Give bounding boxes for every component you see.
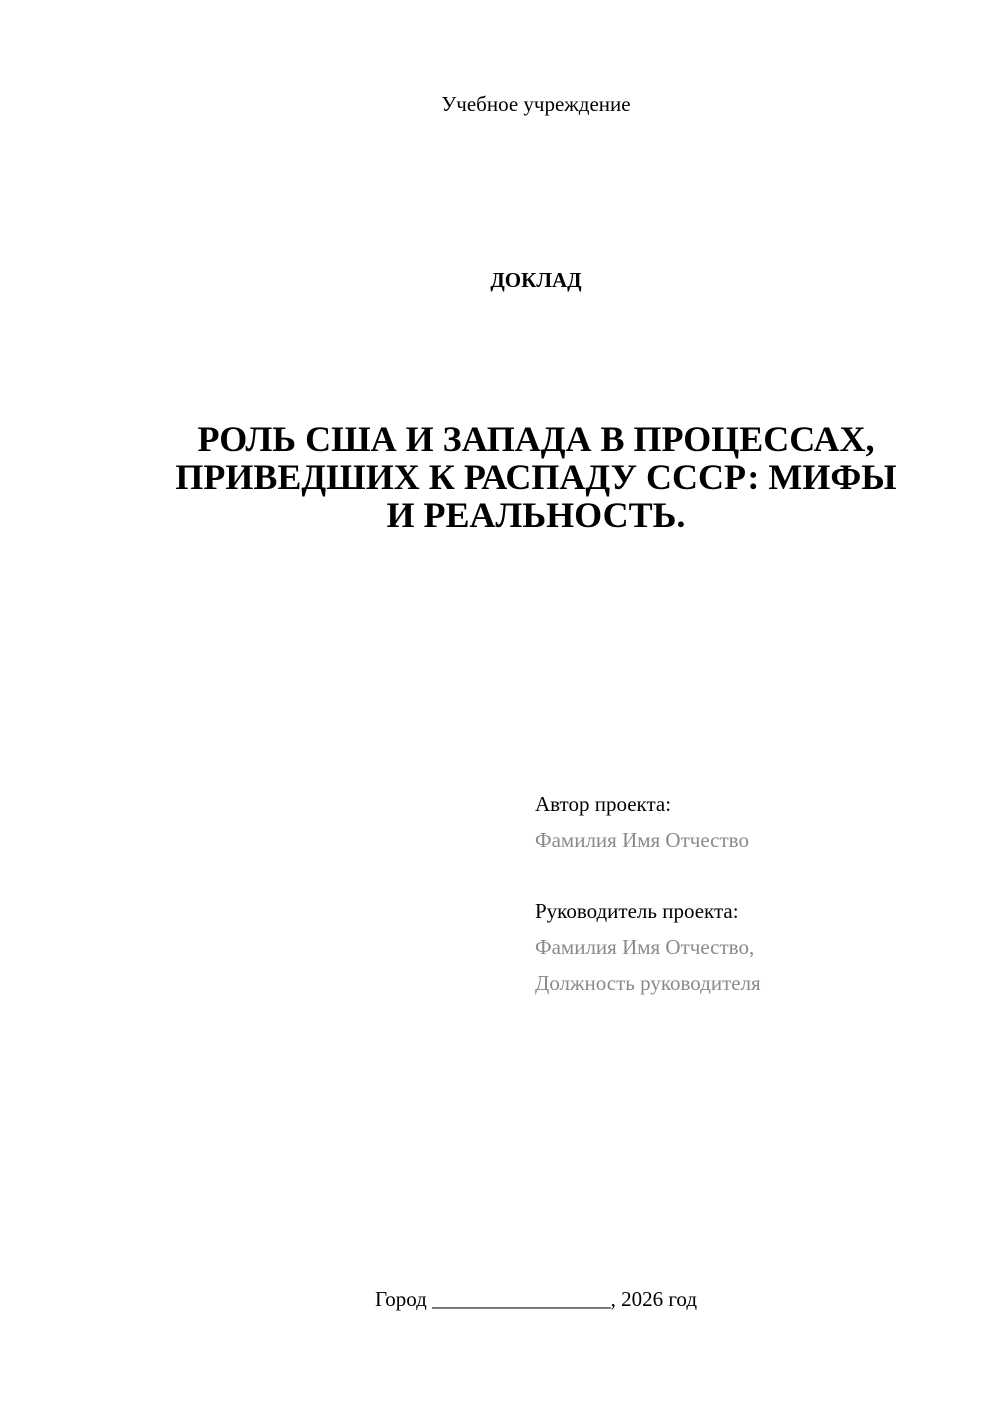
- document-type: ДОКЛАД: [490, 268, 582, 292]
- supervisor-block: [535, 893, 975, 1001]
- year-text: , 2026 год: [610, 1287, 698, 1311]
- author-name: Фамилия Имя Отчество: [535, 828, 749, 852]
- author-block: [535, 786, 975, 858]
- supervisor-label: Руководитель проекта:: [535, 899, 739, 923]
- city-year-line: [0, 1287, 1000, 1312]
- city-blank: _________________: [432, 1287, 611, 1311]
- supervisor-name: Фамилия Имя Отчество,: [535, 935, 755, 959]
- city-label: Город: [374, 1287, 427, 1311]
- document-title: [140, 420, 932, 534]
- institution-name: Учебное учреждение: [441, 92, 631, 116]
- title-line-1: РОЛЬ США И ЗАПАДА В ПРОЦЕССАХ,: [197, 419, 875, 459]
- supervisor-position: Должность руководителя: [535, 971, 761, 995]
- author-label: Автор проекта:: [535, 792, 672, 816]
- title-line-2: ПРИВЕДШИХ К РАСПАДУ СССР: МИФЫ: [175, 457, 897, 497]
- title-line-3: И РЕАЛЬНОСТЬ.: [386, 495, 686, 535]
